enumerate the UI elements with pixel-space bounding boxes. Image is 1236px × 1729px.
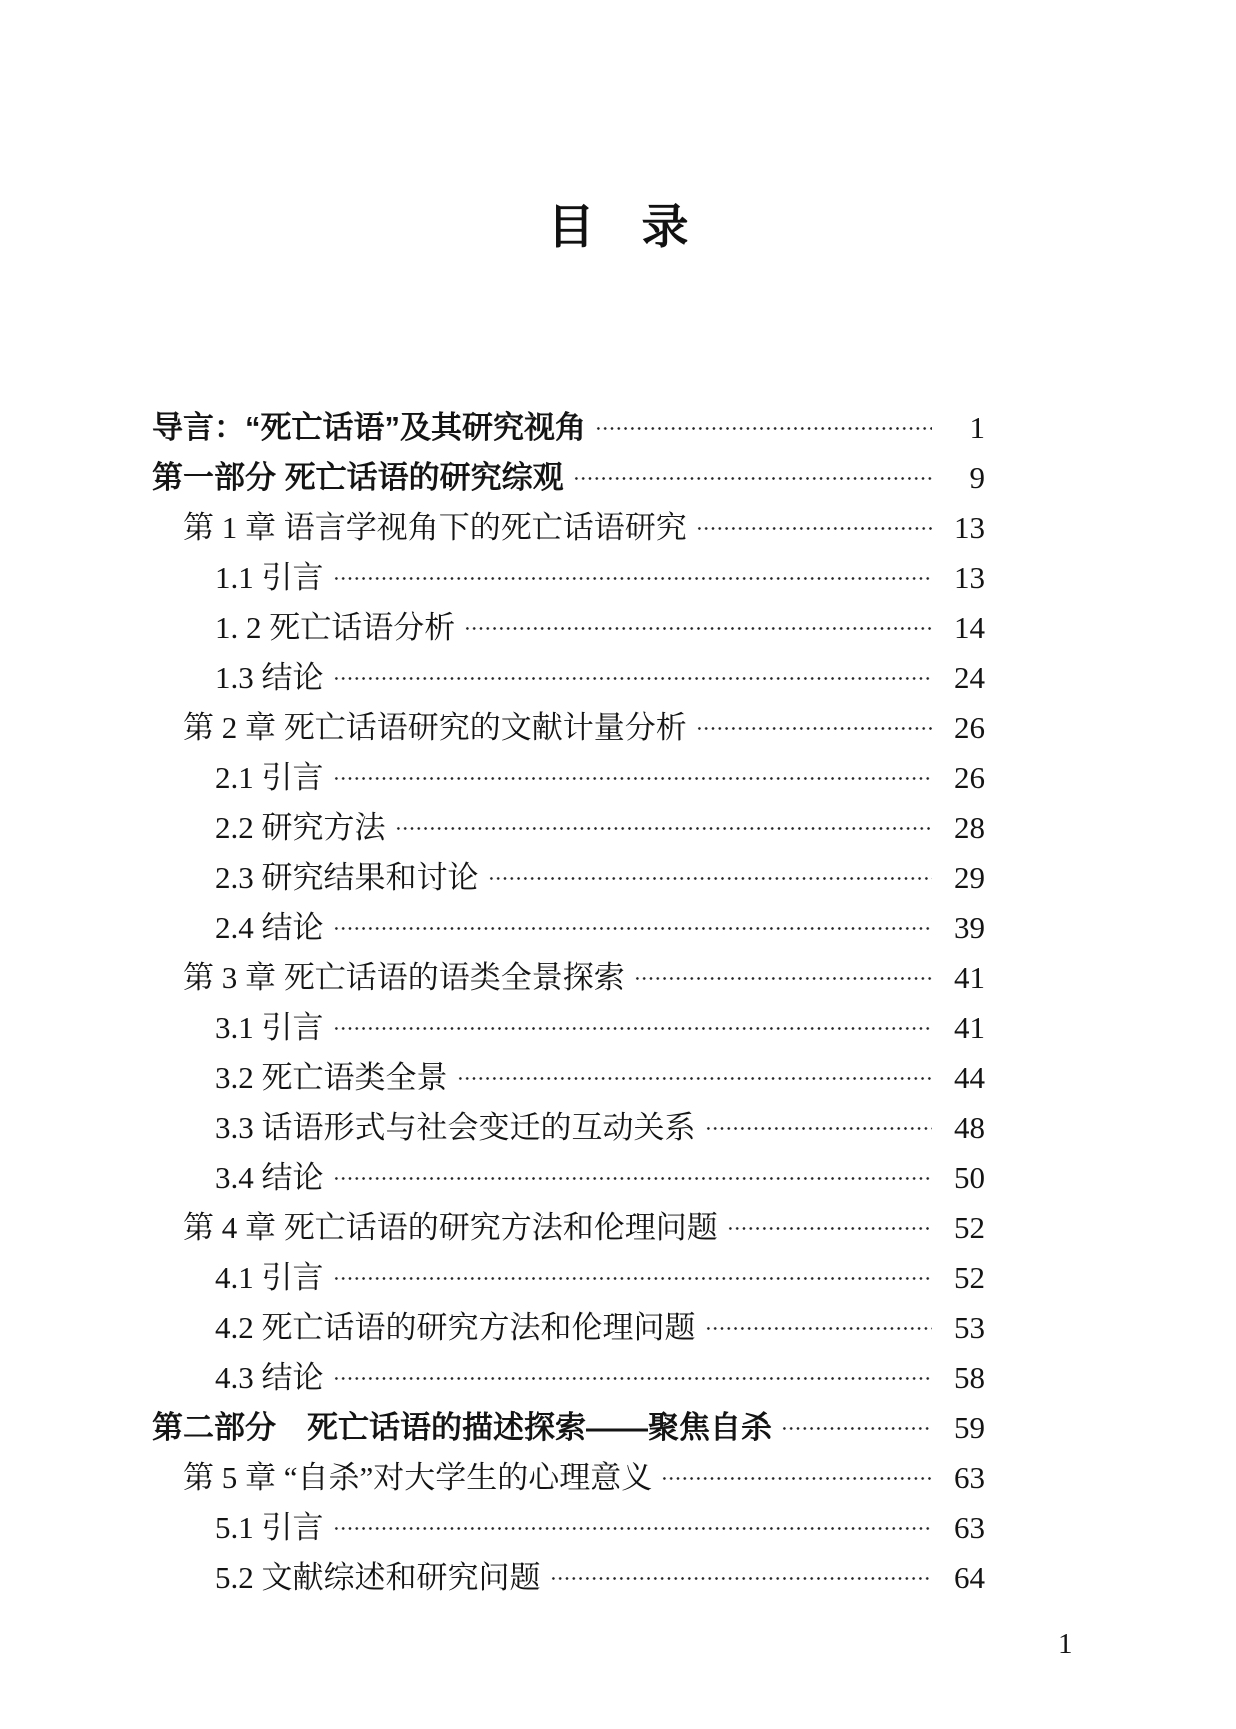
toc-entry-page: 58 [954,1360,985,1395]
dot-leader [705,1103,933,1153]
toc-entry-page: 53 [954,1310,985,1345]
toc-entry [152,753,985,803]
toc-entry-label: 2.3 研究结果和讨论 [215,860,479,895]
toc-entry [152,1353,985,1403]
dot-leader [333,1253,933,1303]
toc-entry [152,403,985,453]
toc-entry [152,1103,985,1153]
toc-entry [152,1153,985,1203]
toc-entry-page: 13 [954,510,985,545]
toc-entry [152,1303,985,1353]
dot-leader [634,953,932,1003]
toc-entry-label: 1.1 引言 [215,560,324,595]
toc-entry-label: 2.2 研究方法 [215,810,386,845]
toc-entry [152,603,985,653]
dot-leader [550,1553,933,1603]
toc-entry-page: 48 [954,1110,985,1145]
footer-page-number: 1 [1058,1628,1073,1660]
toc-entry-page: 26 [954,760,985,795]
toc-entry-label: 第 3 章 死亡话语的语类全景探索 [183,960,625,995]
toc-entry-page: 50 [954,1160,985,1195]
dot-leader [333,1503,933,1553]
toc-entry-label: 3.2 死亡语类全景 [215,1060,448,1095]
dot-leader [333,653,933,703]
toc-entry [152,1503,985,1553]
dot-leader [595,403,932,453]
toc-entry-page: 41 [954,1010,985,1045]
toc-entry-label: 4.1 引言 [215,1260,324,1295]
toc-entry-page: 52 [954,1260,985,1295]
toc-entry [152,1553,985,1603]
toc-entry [152,703,985,753]
toc-entry-page: 59 [954,1410,985,1445]
toc-entry-label: 第 2 章 死亡话语研究的文献计量分析 [183,710,687,745]
toc-entry-label: 5.2 文献综述和研究问题 [215,1560,541,1595]
toc-entry-page: 39 [954,910,985,945]
toc-entry-page: 41 [954,960,985,995]
toc-entry-label: 2.1 引言 [215,760,324,795]
toc-entry-page: 1 [969,410,985,445]
toc-entry-label: 4.2 死亡话语的研究方法和伦理问题 [215,1310,696,1345]
toc-entry [152,1053,985,1103]
dot-leader [727,1203,932,1253]
toc-entry-label: 第 1 章 语言学视角下的死亡话语研究 [183,510,687,545]
toc-entry [152,953,985,1003]
toc-entry-page: 26 [954,710,985,745]
toc-entry [152,453,985,503]
toc-entry-label: 4.3 结论 [215,1360,324,1395]
dot-leader [696,503,932,553]
toc-entry [152,1253,985,1303]
toc-entry [152,803,985,853]
toc-entry [152,1453,985,1503]
dot-leader [573,453,932,503]
toc-entry-label: 3.3 话语形式与社会变迁的互动关系 [215,1110,696,1145]
toc-entry-label: 5.1 引言 [215,1510,324,1545]
dot-leader [488,853,933,903]
toc-entry-page: 44 [954,1060,985,1095]
toc-entry-page: 63 [954,1460,985,1495]
dot-leader [333,553,933,603]
toc-entry-page: 63 [954,1510,985,1545]
toc-entry-label: 1.3 结论 [215,660,324,695]
toc-entry-label: 1. 2 死亡话语分析 [215,610,456,645]
toc-entry [152,503,985,553]
dot-leader [395,803,933,853]
toc-entry-label: 第一部分 死亡话语的研究综观 [152,460,564,495]
toc-entry [152,903,985,953]
toc-entry-page: 14 [954,610,985,645]
dot-leader [464,603,932,653]
dot-leader [333,753,933,803]
toc-entry-label: 第 5 章 “自杀”对大学生的心理意义 [183,1460,653,1495]
toc-entry [152,653,985,703]
toc-entry [152,1203,985,1253]
toc-entry [152,1003,985,1053]
toc-entry-label: 第二部分 死亡话语的描述探索——聚焦自杀 [152,1410,772,1445]
dot-leader [457,1053,933,1103]
toc-entry [152,553,985,603]
toc-entry-page: 28 [954,810,985,845]
toc-entry-page: 24 [954,660,985,695]
toc-entry-page: 29 [954,860,985,895]
dot-leader [333,1003,933,1053]
toc-entry-label: 导言：“死亡话语”及其研究视角 [152,410,586,445]
dot-leader [781,1403,932,1453]
dot-leader [333,1353,933,1403]
toc-entry-page: 13 [954,560,985,595]
toc-entry-page: 9 [969,460,985,495]
toc-list [152,403,985,1603]
toc-entry-page: 52 [954,1210,985,1245]
toc-entry-label: 第 4 章 死亡话语的研究方法和伦理问题 [183,1210,718,1245]
toc-entry-label: 3.1 引言 [215,1010,324,1045]
dot-leader [696,703,932,753]
dot-leader [333,903,933,953]
toc-entry-label: 3.4 结论 [215,1160,324,1195]
page-title: 目 录 [547,200,689,253]
toc-entry-page: 64 [954,1560,985,1595]
dot-leader [661,1453,932,1503]
dot-leader [333,1153,933,1203]
toc-entry [152,1403,985,1453]
toc-entry-label: 2.4 结论 [215,910,324,945]
dot-leader [705,1303,933,1353]
toc-entry [152,853,985,903]
